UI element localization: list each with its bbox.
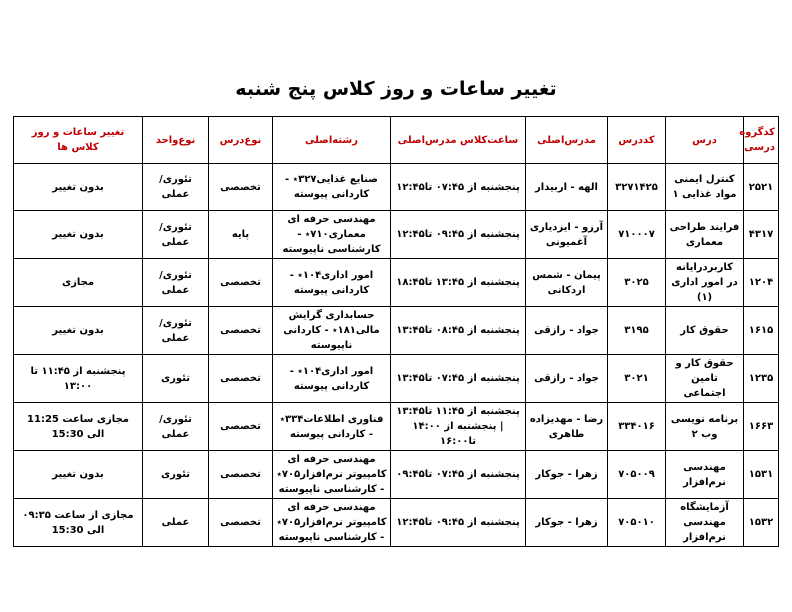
cell-course-type: تخصصی [209, 164, 273, 211]
cell-time: پنجشنبه از ۰۹:۴۵ تا۱۲:۴۵ [391, 211, 526, 259]
cell-course: حقوق کار [666, 307, 744, 355]
cell-time: پنجشنبه از ۱۳:۴۵ تا۱۸:۴۵ [391, 259, 526, 307]
cell-course: برنامه نویسی وب ۲ [666, 403, 744, 451]
cell-unit-type: تئوری/عملی [143, 307, 209, 355]
cell-course-code: ۷۱۰۰۰۷ [608, 211, 666, 259]
cell-course: فرایند طراحی معماری [666, 211, 744, 259]
header-time: ساعت‌کلاس مدرس‌اصلی [391, 117, 526, 164]
cell-change: بدون تغییر [14, 307, 143, 355]
page-title: تغییر ساعات و روز کلاس پنج شنبه [235, 78, 557, 100]
cell-unit-type: تئوری/عملی [143, 259, 209, 307]
cell-field: امور اداری۱۰۴٭ - کاردانی پیوسته [273, 259, 391, 307]
cell-course-type: تخصصی [209, 451, 273, 499]
cell-time: پنجشنبه از ۰۸:۴۵ تا۱۳:۴۵ [391, 307, 526, 355]
cell-course-code: ۳۰۲۱ [608, 355, 666, 403]
cell-field: حسابداری گرایش مالی۱۸۱٭ - کاردانی ناپیوسته [273, 307, 391, 355]
header-field: رشته‌اصلی [273, 117, 391, 164]
table-row [14, 451, 779, 499]
cell-group-code: ۴۳۱۷ [744, 211, 779, 259]
table-row [14, 355, 779, 403]
cell-course-type: تخصصی [209, 355, 273, 403]
cell-change: مجازی ساعت 11:25 الی 15:30 [14, 403, 143, 451]
cell-course-code: ۷۰۵۰۱۰ [608, 499, 666, 547]
cell-course-type: تخصصی [209, 259, 273, 307]
cell-course: حقوق کار و تامین اجتماعی [666, 355, 744, 403]
cell-unit-type: عملی [143, 499, 209, 547]
cell-field: مهندسی حرفه ای معماری۷۱۰٭ - کارشناسی ناپیوسته [273, 211, 391, 259]
cell-instructor: زهرا - جوکار [526, 451, 608, 499]
header-unit-type: نوع‌واحد [143, 117, 209, 164]
cell-course-code: ۳۱۹۵ [608, 307, 666, 355]
cell-course-type: پایه [209, 211, 273, 259]
header-change: تغییر ساعات و روز کلاس ها [14, 117, 143, 164]
cell-change: بدون تغییر [14, 451, 143, 499]
cell-course: کنترل ایمنی مواد غذایی ۱ [666, 164, 744, 211]
cell-unit-type: تئوری/عملی [143, 164, 209, 211]
header-group-code: کدگروه درسی [744, 117, 779, 164]
cell-time: پنجشنبه از ۰۷:۴۵ تا۱۲:۴۵ [391, 164, 526, 211]
cell-unit-type: تئوری/عملی [143, 403, 209, 451]
header-course: درس [666, 117, 744, 164]
cell-group-code: ۱۶۶۳ [744, 403, 779, 451]
table-row [14, 499, 779, 547]
cell-course-code: ۳۲۷۱۴۲۵ [608, 164, 666, 211]
cell-course-code: ۳۳۴۰۱۶ [608, 403, 666, 451]
cell-instructor: الهه - اربیدار [526, 164, 608, 211]
table-row [14, 211, 779, 259]
cell-change: بدون تغییر [14, 164, 143, 211]
table-row [14, 259, 779, 307]
cell-field: مهندسی حرفه ای کامپیوتر نرم‌افزار۷۰۵٭ - کارشناسی ناپیوسته [273, 499, 391, 547]
cell-field: مهندسی حرفه ای کامپیوتر نرم‌افزار۷۰۵٭ - کارشناسی ناپیوسته [273, 451, 391, 499]
cell-field: امور اداری۱۰۴٭ - کاردانی پیوسته [273, 355, 391, 403]
schedule-table [13, 116, 779, 547]
header-course-type: نوع‌درس [209, 117, 273, 164]
cell-course: کاربردرایانه در امور اداری (۱) [666, 259, 744, 307]
cell-instructor: آرزو - ایزدیاری آغمیونی [526, 211, 608, 259]
header-row [14, 117, 779, 164]
cell-unit-type: تئوری/عملی [143, 211, 209, 259]
cell-group-code: ۱۶۱۵ [744, 307, 779, 355]
cell-course: مهندسی نرم‌افزار [666, 451, 744, 499]
cell-course-type: تخصصی [209, 307, 273, 355]
cell-instructor: جواد - رازقی [526, 307, 608, 355]
table-row [14, 307, 779, 355]
cell-unit-type: تئوری [143, 451, 209, 499]
cell-instructor: زهرا - جوکار [526, 499, 608, 547]
cell-time: پنجشنبه از ۰۷:۴۵ تا۰۹:۴۵ [391, 451, 526, 499]
cell-change: مجازی از ساعت ۰۹:۳۵ الی 15:30 [14, 499, 143, 547]
table-row [14, 403, 779, 451]
cell-time: پنجشنبه از ۰۹:۴۵ تا۱۲:۴۵ [391, 499, 526, 547]
cell-course-code: ۷۰۵۰۰۹ [608, 451, 666, 499]
cell-field: صنایع غذایی۳۲۷٭ - کاردانی پیوسته [273, 164, 391, 211]
header-instructor: مدرس‌اصلی [526, 117, 608, 164]
cell-group-code: ۱۲۰۴ [744, 259, 779, 307]
cell-instructor: پیمان - شمس اردکانی [526, 259, 608, 307]
cell-change: مجازی [14, 259, 143, 307]
cell-group-code: ۱۵۳۲ [744, 499, 779, 547]
cell-field: فناوری اطلاعات۳۳۴٭ - کاردانی پیوسته [273, 403, 391, 451]
cell-course-type: تخصصی [209, 499, 273, 547]
cell-course-type: تخصصی [209, 403, 273, 451]
cell-unit-type: تئوری [143, 355, 209, 403]
cell-instructor: جواد - رازقی [526, 355, 608, 403]
cell-course-code: ۳۰۲۵ [608, 259, 666, 307]
cell-instructor: رضا - مهدیزاده طاهری [526, 403, 608, 451]
table-row [14, 164, 779, 211]
cell-group-code: ۲۵۲۱ [744, 164, 779, 211]
cell-change: پنجشنبه از ۱۱:۴۵ تا ۱۳:۰۰ [14, 355, 143, 403]
cell-group-code: ۱۲۳۵ [744, 355, 779, 403]
header-course-code: کددرس [608, 117, 666, 164]
cell-group-code: ۱۵۳۱ [744, 451, 779, 499]
cell-course: آزمایشگاه مهندسی نرم‌افزار [666, 499, 744, 547]
cell-time: پنجشنبه از ۱۱:۴۵ تا۱۳:۴۵ | پنجشنبه از ۱۴:۰۰ تا۱۶:۰۰ [391, 403, 526, 451]
cell-time: پنجشنبه از ۰۷:۴۵ تا۱۳:۴۵ [391, 355, 526, 403]
cell-change: بدون تغییر [14, 211, 143, 259]
